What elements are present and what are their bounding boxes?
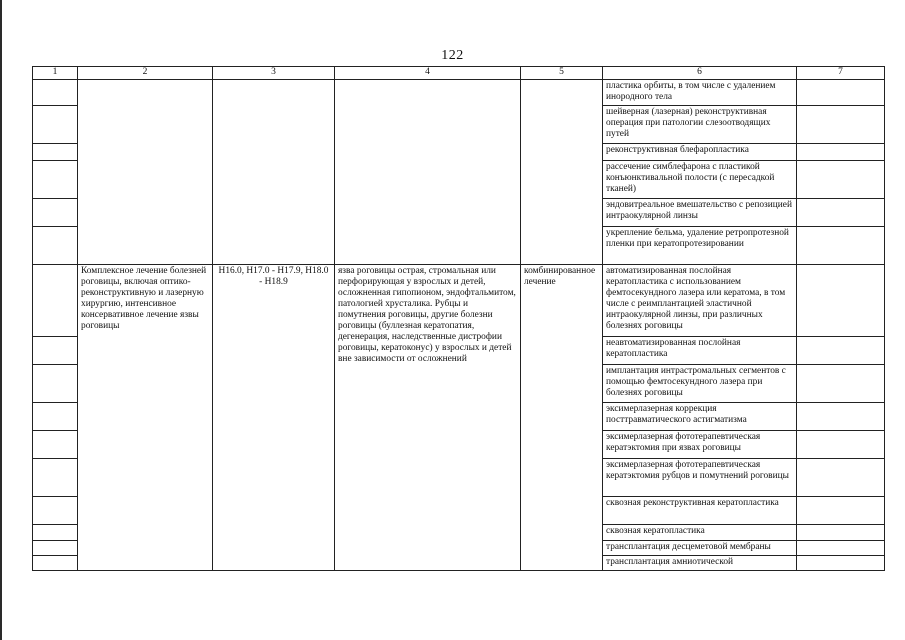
cell-col1: [33, 106, 78, 144]
treatment-method-cell: неавтоматизированная послойная кератопластика: [603, 337, 797, 365]
treatment-method-cell: имплантация интрастромальных сегментов с помощью фемтосекундного лазера при болезнях роговицы: [603, 365, 797, 403]
cell-col7: [797, 541, 885, 556]
cell-col7: [797, 431, 885, 459]
cell-col7: [797, 199, 885, 227]
treatment-method-cell: трансплантация десцеметовой мембраны: [603, 541, 797, 556]
column-number-2: 2: [78, 67, 213, 80]
treatment-method-cell: сквозная реконструктивная кератопластика: [603, 497, 797, 525]
cell-col7: [797, 525, 885, 541]
page-number: 122: [441, 48, 464, 63]
cell-col7: [797, 459, 885, 497]
treatment-method-cell: эксимерлазерная фототерапевтическая кератэктомия при язвах роговицы: [603, 431, 797, 459]
cell-col1: [33, 497, 78, 525]
treatment-method-cell: эксимерлазерная коррекция посттравматического астигматизма: [603, 403, 797, 431]
treatment-method-cell: шейверная (лазерная) реконструктивная операция при патологии слезоотводящих путей: [603, 106, 797, 144]
treatment-method-cell: реконструктивная блефаропластика: [603, 144, 797, 161]
column-number-7: 7: [797, 67, 885, 80]
cell-col1: [33, 337, 78, 365]
column-number-row: [33, 67, 885, 80]
column-number-4: 4: [335, 67, 521, 80]
cell-col1: [33, 403, 78, 431]
procedures-table: [32, 66, 885, 571]
cell-col7: [797, 80, 885, 106]
treatment-method-cell: укрепление бельма, удаление ретропротезной пленки при кератопротезировании: [603, 227, 797, 265]
table-row: [33, 80, 885, 106]
treatment-method-cell: пластика орбиты, в том числе с удалением инородного тела: [603, 80, 797, 106]
profile-name-cell: Комплексное лечение болезней роговицы, включая оптико-реконструктивную и лазерную хирургию, интенсивное консервативное лечение язвы роговицы: [78, 265, 213, 571]
cell-col1: [33, 431, 78, 459]
cell-col1: [33, 144, 78, 161]
treatment-method-cell: эксимерлазерная фототерапевтическая кератэктомия рубцов и помутнений роговицы: [603, 459, 797, 497]
cell-col1: [33, 541, 78, 556]
cell-col7: [797, 497, 885, 525]
cell-col1: [33, 365, 78, 403]
cell-col4-empty: [335, 80, 521, 265]
cell-col1: [33, 161, 78, 199]
cell-col1: [33, 80, 78, 106]
cell-col5-empty: [521, 80, 603, 265]
cell-col1: [33, 556, 78, 571]
cell-col1: [33, 525, 78, 541]
cell-col7: [797, 106, 885, 144]
cell-col1: [33, 227, 78, 265]
cell-col1: [33, 265, 78, 337]
column-number-3: 3: [213, 67, 335, 80]
cell-col1: [33, 199, 78, 227]
cell-col2-empty: [78, 80, 213, 265]
treatment-method-cell: автоматизированная послойная кератопластика с использованием фемтосекундного лазера или кератома, в том числе с реимплантацией эластичной интраокулярной линзы, при различных болезнях роговицы: [603, 265, 797, 337]
column-number-6: 6: [603, 67, 797, 80]
cell-col7: [797, 556, 885, 571]
cell-col7: [797, 227, 885, 265]
treatment-method-cell: сквозная кератопластика: [603, 525, 797, 541]
treatment-method-cell: рассечение симблефарона с пластикой конъюнктивальной полости (с пересадкой тканей): [603, 161, 797, 199]
treatment-method-cell: эндовитреальное вмешательство с репозицией интраокулярной линзы: [603, 199, 797, 227]
cell-col7: [797, 161, 885, 199]
cell-col7: [797, 144, 885, 161]
cell-col7: [797, 365, 885, 403]
cell-col1: [33, 459, 78, 497]
cell-col7: [797, 403, 885, 431]
page-left-edge: [0, 0, 2, 640]
cell-col3-empty: [213, 80, 335, 265]
treatment-type-cell: комбинированное лечение: [521, 265, 603, 571]
treatment-method-cell: трансплантация амниотической: [603, 556, 797, 571]
cell-col7: [797, 337, 885, 365]
column-number-1: 1: [33, 67, 78, 80]
icd-codes-cell: H16.0, H17.0 - H17.9, H18.0 - H18.9: [213, 265, 335, 571]
column-number-5: 5: [521, 67, 603, 80]
patient-model-cell: язва роговицы острая, стромальная или перфорирующая у взрослых и детей, осложненная гипопионом, эндофтальмитом, патологией хрусталика. Рубцы и помутнения роговицы, другие болезни роговицы (буллезная кератопатия, дегенерация, наследственные дистрофии роговицы, кератоконус) у взрослых и детей вне зависимости от осложнений: [335, 265, 521, 571]
table-row: [33, 265, 885, 337]
cell-col7: [797, 265, 885, 337]
